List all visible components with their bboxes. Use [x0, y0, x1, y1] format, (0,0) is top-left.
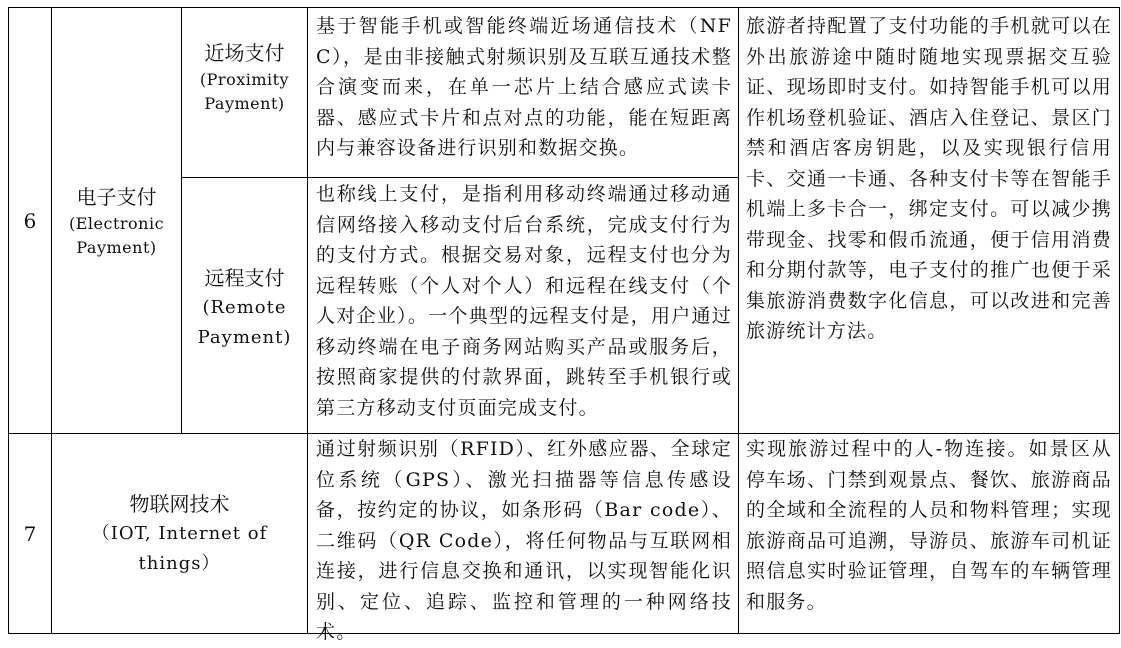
definition-cell: 基于智能手机或智能终端近场通信技术（NFC），是由非接触式射频识别及互联互通技术整合演变而来，在单一芯片上结合感应式读卡器、感应式卡片和点对点的功能，能在短距离内与兼容设备进行识别和数据交换。	[316, 15, 732, 159]
row-number: 7	[23, 521, 37, 546]
category-cell	[52, 8, 181, 433]
subcategory-name-zh: 远程支付	[204, 265, 285, 290]
application-cell: 旅游者持配置了支付功能的手机就可以在外出旅游途中随时随地实现票据交互验证、现场即时支付。如持智能手机可以用作机场登机验证、酒店入住登记、景区门禁和酒店客房钥匙，以及实现银行信用卡、交通一卡通、各种支付卡等在智能手机端上多卡合一，绑定支付。可以减少携带现金、找零和假币流通，便于信用消费和分期付款等，电子支付的推广也便于采集旅游消费数字化信息，可以改进和完善旅游统计方法。	[746, 15, 1112, 342]
subcategory-cell	[182, 178, 307, 433]
category-name-en: (Electronic Payment)	[68, 213, 165, 257]
definition-cell: 也称线上支付，是指利用移动终端通过移动通信网络接入移动支付后台系统，完成支付行为的支付方式。根据交易对象，远程支付也分为远程转账（个人对个人）和远程在线支付（个人对企业）。一个典型的远程支付是，用户通过移动终端在电子商务网站购买产品或服务后，按照商家提供的付款界面，跳转至手机银行或第三方移动支付页面完成支付。	[316, 183, 732, 419]
subcategory-name-zh: 近场支付	[204, 40, 285, 65]
subcategory-cell	[182, 8, 307, 177]
category-name-zh: 电子支付	[76, 184, 157, 209]
table-border-right	[1119, 7, 1120, 634]
application-cell: 实现旅游过程中的人-物连接。如景区从停车场、门禁到观景点、餐饮、旅游商品的全域和全流程的人员和物料管理；实现旅游商品可追溯，导游员、旅游车司机证照信息实时验证管理，自驾车的车辆管理和服务。	[746, 438, 1112, 613]
category-cell	[52, 434, 307, 633]
col-divider-sub	[307, 7, 308, 634]
definition-cell: 通过射频识别（RFID）、红外感应器、全球定位系统（GPS）、激光扫描器等信息传感设备，按约定的协议，如条形码（Bar code）、二维码（QR Code），将任何物品与互联网相连接，进行信息交换和通讯，以实现智能化识别、定位、追踪、监控和管理的一种网络技术。	[316, 438, 732, 643]
row-number: 6	[23, 208, 37, 233]
col-divider-definition	[738, 7, 739, 634]
table-border-bottom	[8, 633, 1120, 634]
category-name-zh: 物联网技术	[129, 491, 230, 516]
subcategory-name-en: (Remote Payment)	[197, 296, 292, 348]
subcategory-name-en: (Proximity Payment)	[199, 69, 290, 113]
category-name-en: （IOT, Internet of things）	[91, 522, 268, 574]
